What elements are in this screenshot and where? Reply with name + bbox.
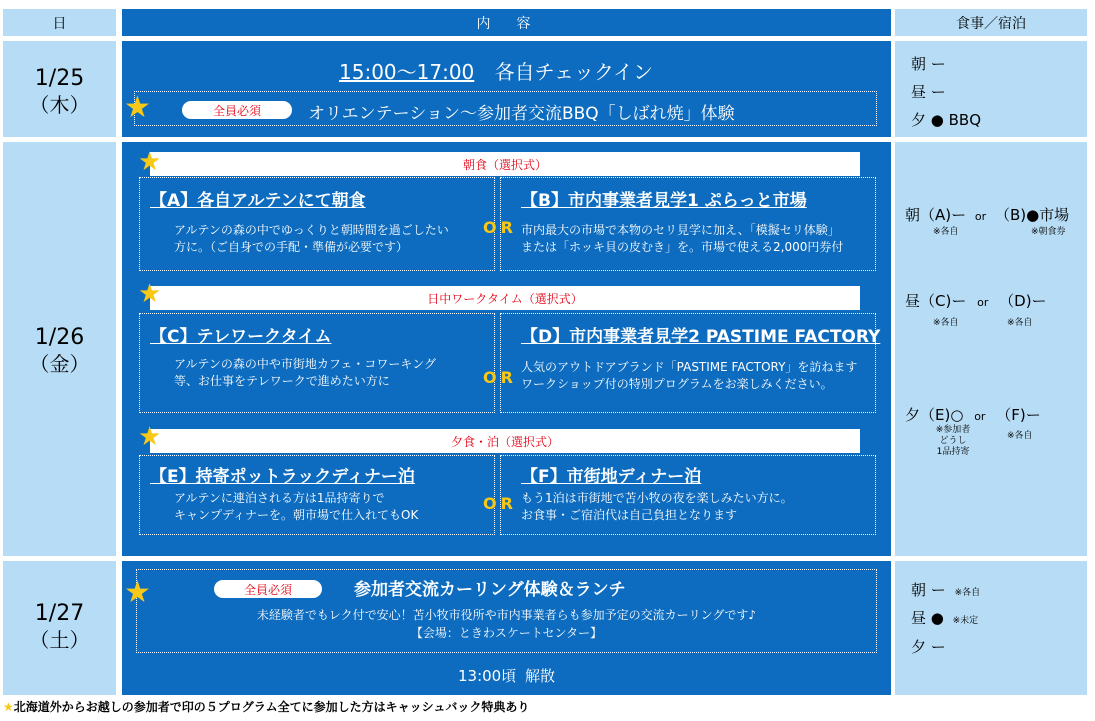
day2-breakfast-or: or (974, 210, 987, 223)
header-content: 内 容 (122, 9, 891, 36)
option-b-box (500, 177, 876, 271)
day2-breakfast-note-b: ※朝食券 (1031, 227, 1066, 237)
day3-dinner: 夕 ー (911, 638, 946, 656)
option-c-box (139, 313, 495, 413)
option-d-box (500, 313, 881, 413)
day2-dinner-f: （F)ー (996, 406, 1041, 424)
day3-desc2: 【会場：ときわスケートセンター】 (410, 626, 603, 640)
header-day: 日 (3, 9, 116, 36)
option-e-title: 【E】持寄ポットラックディナー泊 (150, 467, 415, 487)
option-e-desc2: キャンプディナーを。朝市場で仕入れてもOK (174, 508, 419, 522)
option-b-desc2: または「ホッキ貝の皮むき」を。市場で使える2,000円券付 (521, 240, 844, 254)
option-b-desc1: 市内最大の市場で本物のセリ見学に加え、「模擬セリ体験」 (521, 223, 840, 237)
header-meals: 食事／宿泊 (895, 9, 1087, 36)
day2-dinner-note-e1: ※参加者 (935, 425, 971, 435)
day2-breakfast (905, 204, 1069, 225)
star-icon: ★ (124, 90, 151, 125)
day3-dismiss-time: 13:00頃 (457, 667, 517, 685)
day2-lunch-d: （D)ー (999, 292, 1047, 310)
day1-weekday: （木） (29, 93, 90, 117)
day2-breakfast-note-a: ※各自 (933, 227, 959, 237)
day2-lunch-note-c: ※各自 (933, 318, 959, 328)
option-f-title: 【F】市街地ディナー泊 (521, 467, 702, 487)
day1-date-cell (3, 41, 116, 137)
day1-orientation: オリエンテーション〜参加者交流BBQ「しばれ焼」体験 (308, 104, 735, 124)
option-d-desc1: 人気のアウトドアブランド「PASTIME FACTORY」を訪ねます (521, 360, 858, 374)
day2-lunch-c: 昼（C)ー (905, 292, 967, 310)
day3-breakfast-note: ※各自 (954, 588, 981, 598)
day3-breakfast-mark: 朝 ー (911, 581, 946, 599)
option-d-title: 【D】市内事業者見学2 PASTIME FACTORY (521, 327, 881, 347)
day1-breakfast: 朝 ー (911, 55, 946, 73)
day3-date-cell (3, 561, 116, 695)
day2-lunch-note-d: ※各自 (1007, 318, 1033, 328)
or-label: OR (483, 368, 517, 387)
day1-content (122, 41, 891, 137)
day2-date-cell (3, 142, 116, 556)
option-c-desc2: 等、お仕事をテレワークで進めたい方に (174, 374, 390, 388)
day1-dinner: 夕 ● BBQ (911, 111, 982, 129)
day2-dinner (905, 404, 1041, 425)
day2-dinner-note-e (931, 425, 975, 458)
day1-required-badge: 全員必須 (182, 101, 292, 119)
day1-meals-cell (895, 41, 1087, 137)
day2-content (122, 142, 891, 556)
option-a-desc2: 方に。（ご自身での手配・準備が必要です） (174, 240, 409, 254)
day3-content (122, 561, 891, 695)
option-f-desc2: お食事・ご宿泊代は自己負担となります (521, 508, 738, 522)
day1-lunch: 昼 ー (911, 83, 946, 101)
day2-lunch-or: or (977, 296, 989, 309)
day2-dinner-e: 夕（E)○ (905, 406, 964, 424)
day2-dinner-note-e3: 1品持寄 (936, 447, 970, 457)
option-b-title: 【B】市内事業者見学1 ぷらっと市場 (521, 191, 807, 211)
day1-date: 1/25 (34, 66, 85, 91)
day3-lunch (911, 607, 978, 628)
day2-meals-cell (895, 142, 1087, 556)
day2-dinner-note-e2: どうし (939, 436, 967, 446)
day2-dinner-or: or (974, 410, 986, 423)
option-f-desc1: もう1泊は市街地で苫小牧の夜を楽しみたい方に。 (521, 491, 793, 505)
or-label: OR (483, 494, 517, 513)
day2-date: 1/26 (34, 325, 85, 350)
day3-date: 1/27 (34, 601, 85, 626)
section-dinner-title: 夕食・泊（選択式） (150, 429, 860, 453)
day1-time-line (339, 56, 653, 85)
footnote-text: 北海道外からお越しの参加者で印の５プログラム全てに参加した方はキャッシュバック特典あり (13, 700, 530, 714)
option-f-box (500, 455, 876, 535)
day2-breakfast-a: 朝（A)ー (905, 206, 967, 224)
day3-weekday: （土） (29, 628, 90, 652)
day3-lunch-mark: 昼 ● (911, 609, 944, 627)
star-icon: ★ (138, 422, 162, 452)
day2-breakfast-b: （B)●市場 (994, 206, 1070, 224)
day3-dismiss: 解散 (525, 667, 556, 685)
day3-desc1: 未経験者でもレク付で安心！苫小牧市役所や市内事業者らも参加予定の交流カーリングです♪ (256, 608, 757, 622)
option-e-box (139, 455, 495, 535)
day3-required-badge: 全員必須 (214, 580, 322, 598)
star-icon: ★ (124, 575, 151, 610)
or-label: OR (483, 218, 517, 237)
star-icon: ★ (138, 147, 162, 177)
day1-checkin: 各自チェックイン (494, 60, 654, 84)
day3-meals-cell (895, 561, 1087, 695)
day3-title: 参加者交流カーリング体験＆ランチ (354, 580, 626, 600)
option-a-title: 【A】各自アルテンにて朝食 (150, 191, 366, 211)
option-d-desc2: ワークショップ付の特別プログラムをお楽しみください。 (521, 377, 833, 391)
option-a-desc1: アルテンの森の中でゆっくりと朝時間を過ごしたい (174, 223, 449, 237)
day2-dinner-note-f: ※各自 (1007, 431, 1033, 441)
section-worktime-title: 日中ワークタイム（選択式） (150, 286, 860, 310)
option-c-title: 【C】テレワークタイム (150, 327, 332, 347)
star-icon: ★ (138, 279, 162, 309)
day2-weekday: （金） (29, 352, 90, 376)
section-breakfast-title: 朝食（選択式） (150, 152, 860, 176)
footnote (3, 698, 529, 715)
option-e-desc1: アルテンに連泊される方は1品持寄りで (174, 491, 385, 505)
star-icon: ★ (3, 700, 14, 714)
option-a-box (139, 177, 495, 271)
day3-breakfast (911, 579, 980, 600)
day1-time: 15:00〜17:00 (339, 60, 475, 84)
day3-dismiss-line (122, 665, 891, 686)
option-c-desc1: アルテンの森の中や市街地カフェ・コワーキング (174, 357, 436, 371)
day2-lunch (905, 290, 1047, 311)
day3-lunch-note: ※未定 (952, 616, 979, 626)
